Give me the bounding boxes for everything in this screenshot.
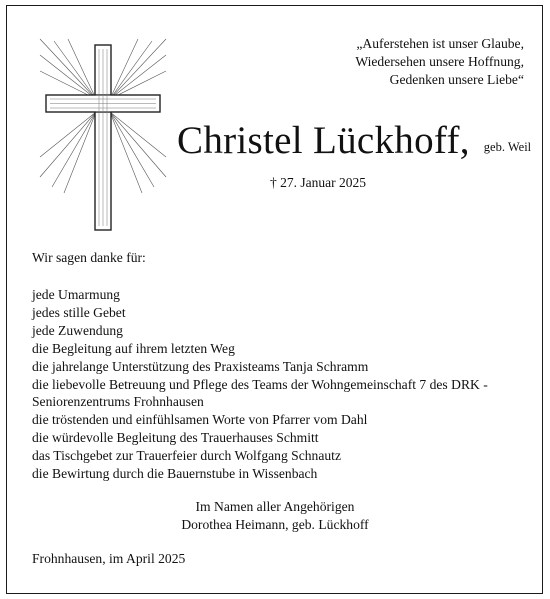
list-item: die würdevolle Begleitung des Trauerhauses Schmitt [32,430,319,446]
list-item: die Begleitung auf ihrem letzten Weg [32,340,235,356]
list-item: jede Zuwendung [32,322,123,338]
closing-line: Im Namen aller Angehörigen [195,499,355,514]
quote-line: Gedenken unsere Liebe“ [389,72,524,87]
thanks-list [32,286,488,483]
list-item: jedes stille Gebet [32,304,126,320]
closing-signature [0,498,550,534]
signature-name: Dorothea Heimann, geb. Lückhoff [181,517,369,532]
death-date: † 27. Januar 2025 [270,175,366,190]
deceased-name: Christel Lückhoff, [177,119,470,162]
quote-line: „Auferstehen ist unser Glaube, [356,36,524,51]
deceased-birth-name: geb. Weil [483,140,532,154]
list-item: die liebevolle Betreuung und Pflege des Teams der Wohngemeinschaft 7 des DRK - [32,376,488,392]
list-item: die Bewirtung durch die Bauernstube in Wissenbach [32,466,318,482]
list-item: die jahrelange Unterstützung des Praxisteams Tanja Schramm [32,358,369,374]
thanks-intro: Wir sagen danke für: [32,250,146,265]
deceased-name-line [177,117,531,165]
quote-line: Wiedersehen unsere Hoffnung, [355,54,524,69]
list-item: die tröstenden und einfühlsamen Worte von Pfarrer vom Dahl [32,412,368,428]
radiant-cross-icon [38,37,168,237]
list-item: Seniorenzentrums Frohnhausen [32,394,204,410]
list-item: jede Umarmung [32,287,120,302]
quote-block [264,35,524,89]
place-date: Frohnhausen, im April 2025 [32,551,186,566]
list-item: das Tischgebet zur Trauerfeier durch Wolfgang Schnautz [32,448,341,464]
